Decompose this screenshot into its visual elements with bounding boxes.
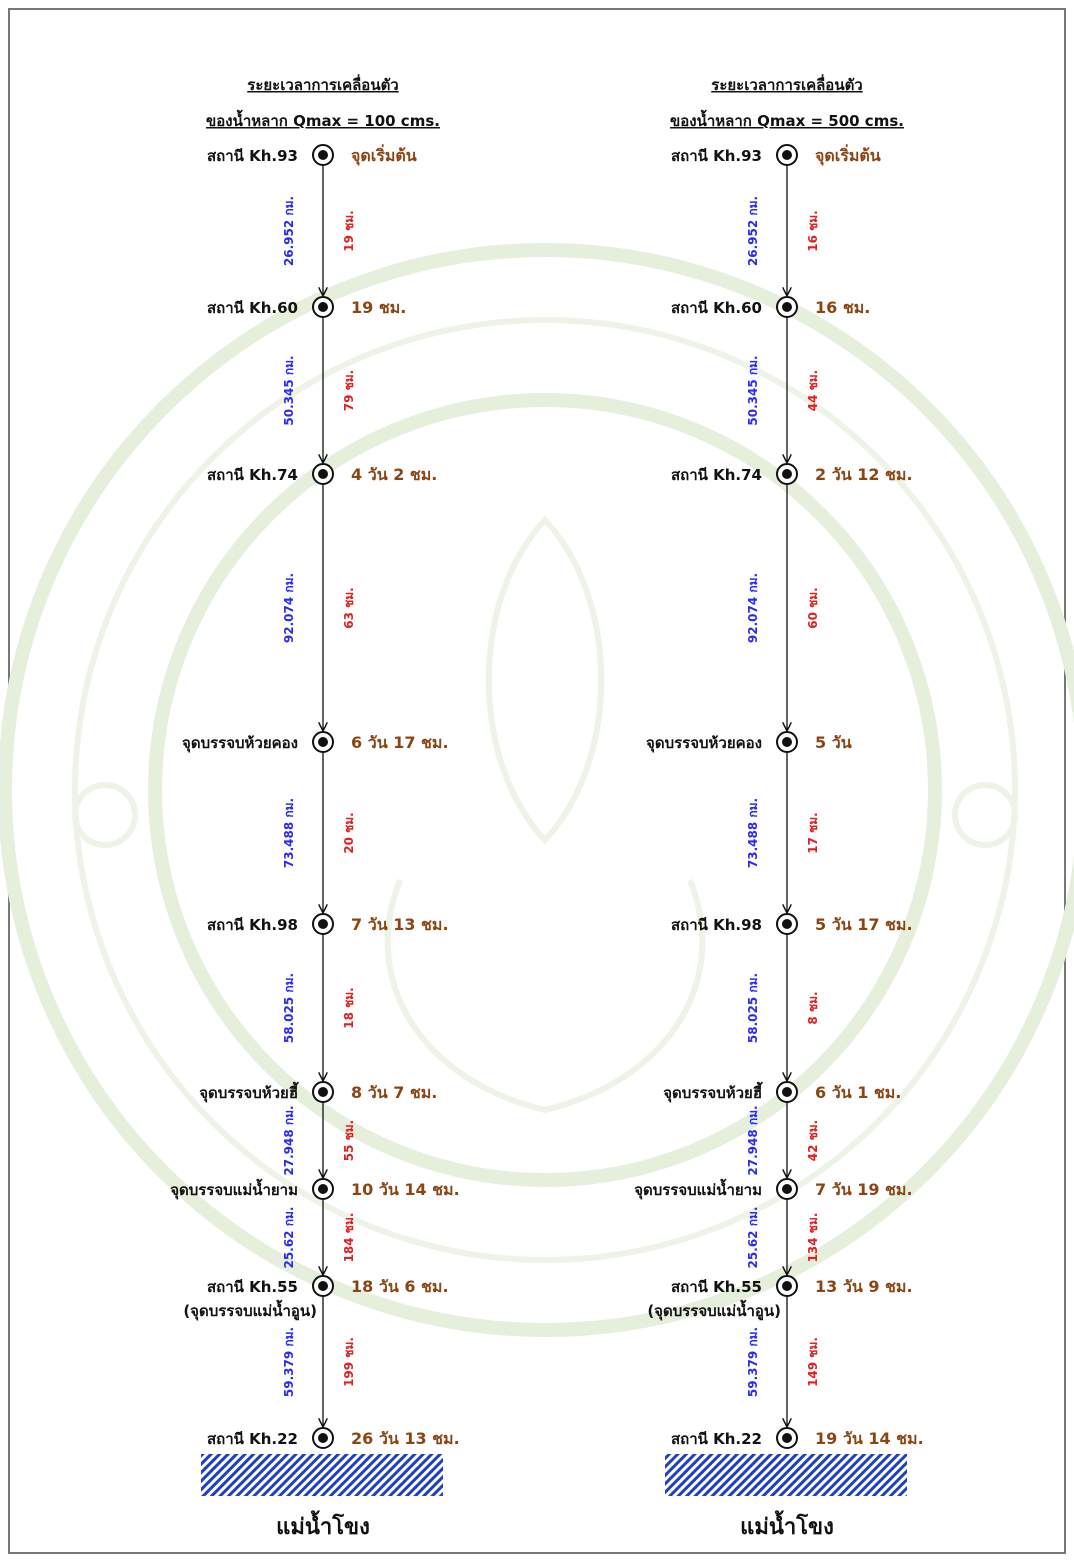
station-node-dot	[318, 1433, 328, 1443]
segment-duration: 18 ชม.	[342, 987, 356, 1029]
segment-distance: 73.488 กม.	[282, 797, 296, 869]
station-node-dot	[782, 1433, 792, 1443]
segment-distance: 50.345 กม.	[746, 355, 760, 426]
station-name: สถานี Kh.22	[670, 1430, 762, 1448]
segment-duration: 17 ชม.	[806, 812, 820, 854]
arrival-time: จุดเริ่มต้น	[351, 146, 417, 165]
station-name: จุดบรรจบห้วยคอง	[646, 734, 762, 752]
arrival-time: 18 วัน 6 ชม.	[351, 1277, 449, 1296]
station-name: สถานี Kh.74	[206, 466, 298, 484]
segment-distance: 92.074 กม.	[282, 572, 296, 644]
station-subname: (จุดบรรจบแม่น้ำอูน)	[183, 1302, 317, 1320]
arrival-time: 19 ชม.	[351, 298, 407, 317]
arrival-time: 16 ชม.	[815, 298, 871, 317]
station-name: สถานี Kh.60	[670, 299, 762, 317]
arrival-time: จุดเริ่มต้น	[815, 146, 881, 165]
segment-distance: 59.379 กม.	[746, 1326, 760, 1398]
segment-distance: 73.488 กม.	[746, 797, 760, 869]
column-heading-line2: ของน้ำหลาก Qmax = 500 cms.	[670, 112, 904, 130]
station-name: สถานี Kh.22	[206, 1430, 298, 1448]
station-node-dot	[318, 150, 328, 160]
station-node-dot	[782, 919, 792, 929]
segment-distance: 27.948 กม.	[282, 1105, 296, 1176]
station-node-dot	[782, 469, 792, 479]
segment-duration: 60 ชม.	[806, 587, 820, 629]
arrival-time: 26 วัน 13 ชม.	[351, 1429, 460, 1448]
arrival-time: 19 วัน 14 ชม.	[815, 1429, 924, 1448]
station-node-dot	[318, 1087, 328, 1097]
segment-duration: 184 ชม.	[342, 1212, 356, 1263]
arrival-time: 8 วัน 7 ชม.	[351, 1083, 438, 1102]
arrival-time: 2 วัน 12 ชม.	[815, 465, 913, 484]
segment-distance: 27.948 กม.	[746, 1105, 760, 1176]
station-name: จุดบรรจบห้วยคอง	[182, 734, 298, 752]
segment-distance: 26.952 กม.	[282, 195, 296, 267]
column-heading-line1: ระยะเวลาการเคลื่อนตัว	[711, 76, 863, 94]
segment-duration: 8 ชม.	[806, 991, 820, 1025]
station-name: สถานี Kh.60	[206, 299, 298, 317]
station-name: สถานี Kh.93	[206, 147, 298, 165]
segment-distance: 92.074 กม.	[746, 572, 760, 644]
station-node-dot	[782, 1281, 792, 1291]
segment-distance: 50.345 กม.	[282, 355, 296, 426]
segment-duration: 63 ชม.	[342, 587, 356, 629]
station-subname: (จุดบรรจบแม่น้ำอูน)	[647, 1302, 781, 1320]
segment-distance: 58.025 กม.	[282, 972, 296, 1044]
station-name: จุดบรรจบแม่น้ำยาม	[634, 1181, 762, 1199]
station-name: สถานี Kh.55	[206, 1278, 298, 1296]
segment-duration: 42 ชม.	[806, 1119, 820, 1162]
arrival-time: 5 วัน 17 ชม.	[815, 915, 913, 934]
station-node-dot	[318, 1184, 328, 1194]
segment-duration: 16 ชม.	[806, 210, 820, 252]
river-block	[201, 1454, 443, 1496]
station-name: สถานี Kh.98	[670, 916, 762, 934]
segment-duration: 199 ชม.	[342, 1337, 356, 1387]
segment-distance: 25.62 กม.	[282, 1206, 296, 1269]
segment-distance: 26.952 กม.	[746, 195, 760, 267]
station-name: จุดบรรจบแม่น้ำยาม	[170, 1181, 298, 1199]
station-node-dot	[318, 737, 328, 747]
segment-duration: 44 ชม.	[806, 369, 820, 412]
station-name: สถานี Kh.93	[670, 147, 762, 165]
segment-duration: 19 ชม.	[342, 210, 356, 252]
segment-distance: 59.379 กม.	[282, 1326, 296, 1398]
arrival-time: 6 วัน 1 ชม.	[815, 1083, 902, 1102]
station-node-dot	[782, 1184, 792, 1194]
station-name: จุดบรรจบห้วยฮี้	[663, 1084, 762, 1102]
station-node-dot	[782, 1087, 792, 1097]
arrival-time: 13 วัน 9 ชม.	[815, 1277, 913, 1296]
station-name: สถานี Kh.74	[670, 466, 762, 484]
river-block	[665, 1454, 907, 1496]
station-node-dot	[782, 737, 792, 747]
station-node-dot	[318, 302, 328, 312]
station-node-dot	[318, 919, 328, 929]
station-name: จุดบรรจบห้วยฮี้	[199, 1084, 298, 1102]
station-node-dot	[782, 302, 792, 312]
segment-duration: 149 ชม.	[806, 1337, 820, 1387]
river-label: แม่น้ำโขง	[276, 1515, 370, 1540]
segment-duration: 79 ชม.	[342, 369, 356, 412]
river-label: แม่น้ำโขง	[740, 1515, 834, 1540]
segment-duration: 20 ชม.	[342, 812, 356, 854]
column-heading-line2: ของน้ำหลาก Qmax = 100 cms.	[206, 112, 440, 130]
station-name: สถานี Kh.98	[206, 916, 298, 934]
segment-duration: 134 ชม.	[806, 1212, 820, 1263]
arrival-time: 10 วัน 14 ชม.	[351, 1180, 460, 1199]
column-heading-line1: ระยะเวลาการเคลื่อนตัว	[247, 76, 399, 94]
station-node-dot	[318, 469, 328, 479]
arrival-time: 7 วัน 13 ชม.	[351, 915, 449, 934]
segment-distance: 58.025 กม.	[746, 972, 760, 1044]
arrival-time: 5 วัน	[815, 733, 852, 752]
segment-duration: 55 ชม.	[342, 1119, 356, 1162]
segment-distance: 25.62 กม.	[746, 1206, 760, 1269]
station-node-dot	[782, 150, 792, 160]
arrival-time: 6 วัน 17 ชม.	[351, 733, 449, 752]
station-node-dot	[318, 1281, 328, 1291]
arrival-time: 7 วัน 19 ชม.	[815, 1180, 913, 1199]
arrival-time: 4 วัน 2 ชม.	[351, 465, 438, 484]
station-name: สถานี Kh.55	[670, 1278, 762, 1296]
